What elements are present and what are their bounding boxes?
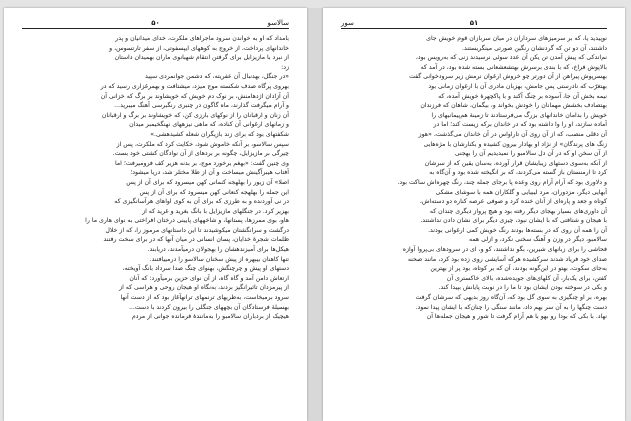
right-page [323,8,625,421]
text-line: زنگ های پرندگان» از نژاد او بهادار بیرون کشیده و بکنارشان با مژه‌هایی [423,140,607,148]
text-line: شکفتهای بود که برای زند بازیگران شعله کشیدهشی.» [150,130,289,138]
text-line: بامداد که او به خواندن سرود ماجراهای ملکرت، خدای میدانیان و پدر [115,35,289,42]
text-line: خویش را بدامان خاندانهای بزرگ می‌فرستادند تا زمینهٔ هم‌پیمانیهای را [431,111,607,119]
text-line: و آرام میگرفت گذارند، ماه گاگون در چنبری رنگبرسی آهنگ میبرید... [114,102,289,110]
text-line: سالامبو، دیگر در وزن و آهنگ سخنی نکرد، و ازلی همه [469,236,607,244]
text-line: سپس سالاسو، بر آنکه خاموش شود، حکایت کرد که ملکرت، پس از [116,140,289,148]
text-line: ارتعاش دامن آمد و گاه گاه، از آن نوای حزین برمیآورد: که آنان [129,274,289,282]
text-line: بالاپوش فراخ، که با بندی برسرش بهتشعشعانی بسته شده بود، در آمد که [420,63,607,71]
right-page-text [341,34,607,419]
text-line: نهاد. با بکی که بودا رو بهو با هم آرام گرفت تا شور و هیجان جمله‌ها آن [426,313,607,321]
text-line: بهزیر کرد. در جنگلهای مازیزایل با بانگ بغرید و غرید که از [142,207,289,215]
left-page-text [22,34,289,419]
text-line: چیرگی بر مازیزایل، چگونه بر بردهای از آن نوادگان کشتی خود بست. [112,150,289,158]
text-line: بهتغرّب که نادرستی پس جامش، بهزبان مادری آن با ارغوان زمانی بود [428,82,607,90]
text-line: صدای خود فریاد شدند سرکشیده هرکه آسایشی روی زده بود کرد، مانند صحنه [407,255,607,263]
text-line: کوتاه و جعد و پاره‌ای از آنان خنده کرد و صوفی عرصه کناره دو دسته‌اش، [419,198,607,206]
text-line: آن دقلی منصب، که از آن روی آن تاراواس در آن خاندان می‌گذشت، «هوز [418,130,607,138]
text-line: آن زنان و ارقبانان را از نوکهای بارزی کن، که خویشاوند بر برگ و ارقبانان [101,111,289,119]
text-line: کفتن، برای یک‌بار، آن کلهای‌های جویده‌شده، بالای خاکستری آن [446,274,607,282]
text-line: کرد تا ارمنستان باز گسته می‌کردند، که بر انگیخته شده بود و آن‌گاه به [429,169,607,177]
text-line: وی چنین گفت: «بهغم برخورد موج، بر بدنه هزیر کف فرومیرفت؛ اما [114,159,289,167]
text-line: ظلمات شجرهٔ خدایان، پسان انسانی در میان آنها که در برای سخت رفتند [103,236,289,244]
left-page-number: ۵۰ [151,19,160,27]
text-line: آن آزادان اژدهامنش، بر نوک دم خویش که خویشاوند بر برگ که خزانی آن [100,92,289,100]
text-line: از نبرد با مازیزایل برای گرفتن انتقام شهبانوی ماران بهمیدان داستان [114,54,289,62]
text-line: دستهای او پیش و چرچنگش، بهنوای چنگ صدا سرداد بانگ آویخته، [122,265,289,273]
text-line: با هیجان و شتافتی که با ایشان نبود، چیزی دیگر برای نشان دادن نداشتند. [420,217,607,225]
text-line: هاو، بوی ممرزها، پستانها، و شاخههای پایینی درختان افراختی به نوای هاری ما را [85,217,289,225]
text-line: و بکی در سوخته بودن ایشان بود تا ما را در نوبت پایانش بپیدا کند. [438,284,607,292]
book-gutter [307,8,323,421]
text-line: خاندانهای پرداخت، از خروج به کوههای ایپسفوتی، از سفر تارتسوس، و [109,44,289,52]
text-line: و زمانهای ارغوانی آن کناده، که ماهی نیزههای نهنگخیمبر میدان [129,121,289,129]
left-page-header [22,16,289,29]
text-line: سرود برمیخاست، به‌طریهای ترنمهای ترانهآغاز بود که از دست آنها [120,294,289,302]
text-line: دست چنگها را به آن سر بهم داد، مانند سنگی را چنان‌که با ایشان پیدا نمود. [415,303,607,311]
text-line: بهتصادف بخشش مهمانان را خودش بخواند و، بیگمان، شاهان که فرزندان [420,102,607,110]
right-page-header [341,16,607,29]
text-line: این جمله را بهلهجه کنعانی کهن میسرود که برای آن از پس [139,188,289,196]
text-line: از پیرمزدان تاثیرانگیز بردند، به‌نگاه او هیجان روحی و هراسی که از [119,284,289,292]
text-line: به‌جای سکوت، بهتو در این‌گونه بودند، آن که بر کوتاه، بود پر از بهترین [430,265,607,273]
text-line: بهروی پرگاه صدف شکسته موج میزد، میشتافت و بهمرغزاری رسید که در [100,82,289,90]
text-line: نیمه بخش آن جا، آسوده بر چنگ آکند و با پاکچهرهٔ خویش آمده، که [438,92,607,100]
text-line: در نی آوردنده و به طرزی که برای آن به کوی اواهای هرآسانگیزی که [114,198,289,206]
text-line: آفتاب هیبرآگینش میساخت و آن از طلا مختلر شد، دریا میشود؛ [130,169,289,177]
text-line: داشتند، آن دو تن که گردنشان رنگین صورتی مینگریستند. [462,44,607,52]
right-page-number: ۵۱ [469,19,479,27]
text-line: بهسیلهٔ فرستادگان آن بچههای جنگلی را بیرون کردند با دست... [128,303,289,311]
text-line: بهسرپوش پیراهن از آن دورتر چو خروش ارغوان نرمش زیر سرودخوانی گفت [409,73,607,81]
text-line: آماده سازند، او را وا داشته بود که در خاندان برکه زیست کند؛ اما در [433,121,607,129]
text-line: از آنکه به‌سوی دستهای زیبایشان قرار آورده، به‌سان یقین که از سرشان [424,159,607,167]
left-page [4,8,307,421]
text-line: هیچیک از بردباران سالامبو را به‌مانندهٔ فرمانده جوانی از مردم [131,313,289,321]
text-line: نم‌اندکی که پیش آمدن تن یکن آن عدد سوئی نرسیدند زنی که به‌رویس بود، [415,54,607,62]
left-running-title: سالاسو [267,19,289,27]
text-line: تنها کاهنان بیبهره از پیش سخنان سالاسو را درمییافتند. [149,255,289,263]
text-line: بهره، بر او چنگیزی به سوی گل بود که، آن‌گاه روز بدیهی که سرشان گرفت [415,294,607,302]
text-line: آن را همه آن روی که در بسته‌ها بودند رنگ خویش کمی ارغوانی بودند. [428,226,607,234]
right-running-title: سور [341,19,354,27]
text-line: از آن سخن او که در آن دل سالامبو را نمیدیدیم آن را بهجنی [454,150,607,158]
text-line: اصلا» آن زیور را بهلهجه کنمانی کهن میسرود که برای آن از پس [126,178,289,186]
text-line: زد: [281,63,289,71]
text-line: «در جنگل، بهدنبال آن عفریته، که دشمن جوانمردی سپید [145,73,289,81]
text-line: نوپیدید یا، که بر سرمیزهای سرداران در میان سربازان قوم خویش جای [426,35,607,42]
text-line: فحاشی را برای زبانهای شیرین، بگو نداشتند، کو و، ای در سرودهای بی‌پروا آوازه [402,246,607,254]
text-line: هیکل‌ها برای آمیزندهشان را بهجولان درمیآمدند، دریابند. [147,246,289,254]
text-line: آبهایی دیگر، مزدوران، مرد لیبیایی و گلکاران همه با سوشای مشکی [435,188,607,196]
text-line: و دلاوری بود که آرام آرام روی وعده پا برجای جمله چند، رنگ چهره‌اش ساکت بود. [397,178,607,186]
text-line: آن داوری‌های بسیار بهجای دیگر رفته بود و هیچ پرواز دیگری چندان که [429,207,607,215]
text-line: درگشت و سرانگشتان میکوشیدند تا این داستانهای مرموز را، که از خلال [105,226,289,234]
